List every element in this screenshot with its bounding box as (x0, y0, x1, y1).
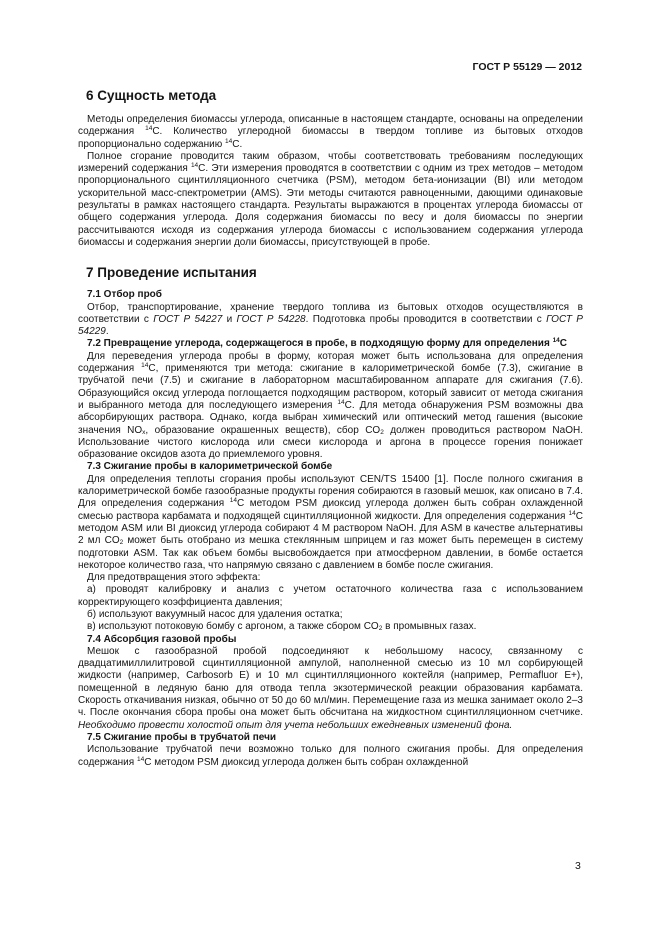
subsection-7-2-heading: 7.2 Превращение углерода, содержащегося в пробе, в подходящую форму для определения $^{14}$С (87, 337, 568, 350)
standard-header: ГОСТ Р 55129 — 2012 (472, 61, 582, 73)
subsection-7-3-heading: 7.3 Сжигание пробы в калориметрической бомбе (87, 461, 333, 473)
subsection-7-3-paragraph-1: Для определения теплоты сгорания пробы используют CEN/TS 15400 [1]. После полного сжигания в калориметрической бомбе газообразные продукты горения собираются в газовый мешок, как описано в 7.4. Для определения содержания $^{14}$С методом PSM диоксид углерода должен быть собран охлажденной смесью раствора карбамата и подходящей сцинтилляционной жидкости. Для определения содержания $^{14}$С методом ASM или BI диоксид углерода собирают 4 М раствором NaOH. Для ASM в качестве альтернативы 2 мл $CO_2$ может быть отобрано из мешка стеклянным шприцем и газ может быть перемещен в систему подготовки ASM. Так как объем бомбы высвобождается при атмосферном давлении, в бомбе остается некоторое количество газа, что напрямую связано с давлением в бомбе после сжигания. (78, 473, 583, 571)
list-item-c: в) используют потоковую бомбу с аргоном, а также сбором $CO_2$ в промывных газах. (87, 621, 477, 633)
standard-reference: ГОСТ Р 54229 (78, 313, 583, 338)
subsection-7-5-paragraph: Использование трубчатой печи возможно только для полного сжигания пробы. Для определения содержания $^{14}$С методом PSM диоксид углерода должен быть собран охлажденной (78, 744, 583, 768)
subsection-7-2-paragraph: Для переведения углерода пробы в форму, которая может быть использована для определения содержания $^{14}$С, применяются три метода: сжигание в калориметрической бомбе (7.3), сжигание в трубчатой печи (7.5) и сжигание в лабораторном масштабированном аппарате для сжигания (7.6). Образующийся оксид углерода поглощается подходящим раствором, который зависит от метода сжигания и выбранного метода для последующего измерения $^{14}$С. Для метода обнаружения PSM возможны два абсорбирующих раствора. Однако, когда выбран химический или оптический метод гашения (высокие значения $NO_x$, образование окрашенных веществ), сбор $CO_2$ должен проводиться раствором NaOH. Использование чистого кислорода или смеси кислорода и аргона в процессе горения понижает образование оксидов азота до приемлемого уровня. (78, 350, 583, 461)
subsection-7-3-paragraph-2: Для предотвращения этого эффекта: (87, 572, 261, 584)
section-6-paragraph-2: Полное сгорание проводится таким образом, чтобы соответствовать требованиям последующих измерений содержания $^{14}$С. Эти измерения проводятся в соответствии с одним из трех методов – методом пропорционального сцинтилляционного счетчика (PSM), методом бета-ионизации (BI) или методом ускорительной масс-спектрометрии (AMS). Эти методы считаются равноценными, дающими одинаковые результаты в рамках настоящего стандарта. Результаты выражаются в процентах углерода биомассы от общего содержания углерода. Доля содержания биомассы по весу и доля биомассы по энергии рассчитываются исходя из содержания углерода биомассы с использованием содержания углерода биомассы и содержания энергии доли биомассы, присутствующей в пробе. (78, 150, 583, 248)
section-6-paragraph-1: Методы определения биомассы углерода, описанные в настоящем стандарте, основаны на определении содержания $^{14}$С. Количество углеродной биомассы в твердом топливе из бытовых отходов пропорционально содержанию $^{14}$С. (78, 114, 583, 150)
subsection-7-4-paragraph: Мешок с газообразной пробой подсоединяют к небольшому насосу, связанному с двадцатимиллилитровой сцинтилляционной ампулой, наполненной смесью из 10 мл сорбирующей жидкости (например, Carbosorb E) и 10 мл сцинтилляционного коктейля (например, Permafluor E+), помещенной в ледяную баню для отвода тепла экзотермической реакции образования карбамата. Скорость откачивания низкая, обычно от 50 до 60 мл/мин. Перемещение газа из мешка занимает около 2–3 ч. После окончания сбора пробы она может быть обсчитана на жидкостном сцинтилляционном счетчике. Необходимо провести холостой опыт для учета небольших ежедневных изменений фона. (78, 645, 583, 731)
subsection-7-5-heading: 7.5 Сжигание пробы в трубчатой печи (87, 731, 277, 743)
page-number: 3 (575, 860, 581, 872)
subsection-7-1-heading: 7.1 Отбор проб (87, 289, 162, 301)
standard-reference: ГОСТ Р 54228 (236, 313, 306, 325)
subsection-7-4-heading: 7.4 Абсорбция газовой пробы (87, 633, 237, 645)
section-6-heading: 6 Сущность метода (86, 88, 217, 103)
italic-note: Необходимо провести холостой опыт для учета небольших ежедневных изменений фона. (78, 719, 513, 731)
list-item-b: б) используют вакуумный насос для удаления остатка; (87, 608, 343, 620)
section-7-heading: 7 Проведение испытания (86, 265, 257, 281)
standard-reference: ГОСТ Р 54227 (153, 313, 223, 325)
subsection-7-1-paragraph: Отбор, транспортирование, хранение твердого топлива из бытовых отходов осуществляются в соответствии с ГОСТ Р 54227 и ГОСТ Р 54228. Подготовка пробы проводится в соответствии с ГОСТ Р 54229. (78, 301, 583, 338)
list-item-a: а) проводят калибровку и анализ с учетом остаточного количества газа с использованием корректирующего коэффициента давления; (78, 584, 583, 608)
document-body (78, 88, 583, 769)
